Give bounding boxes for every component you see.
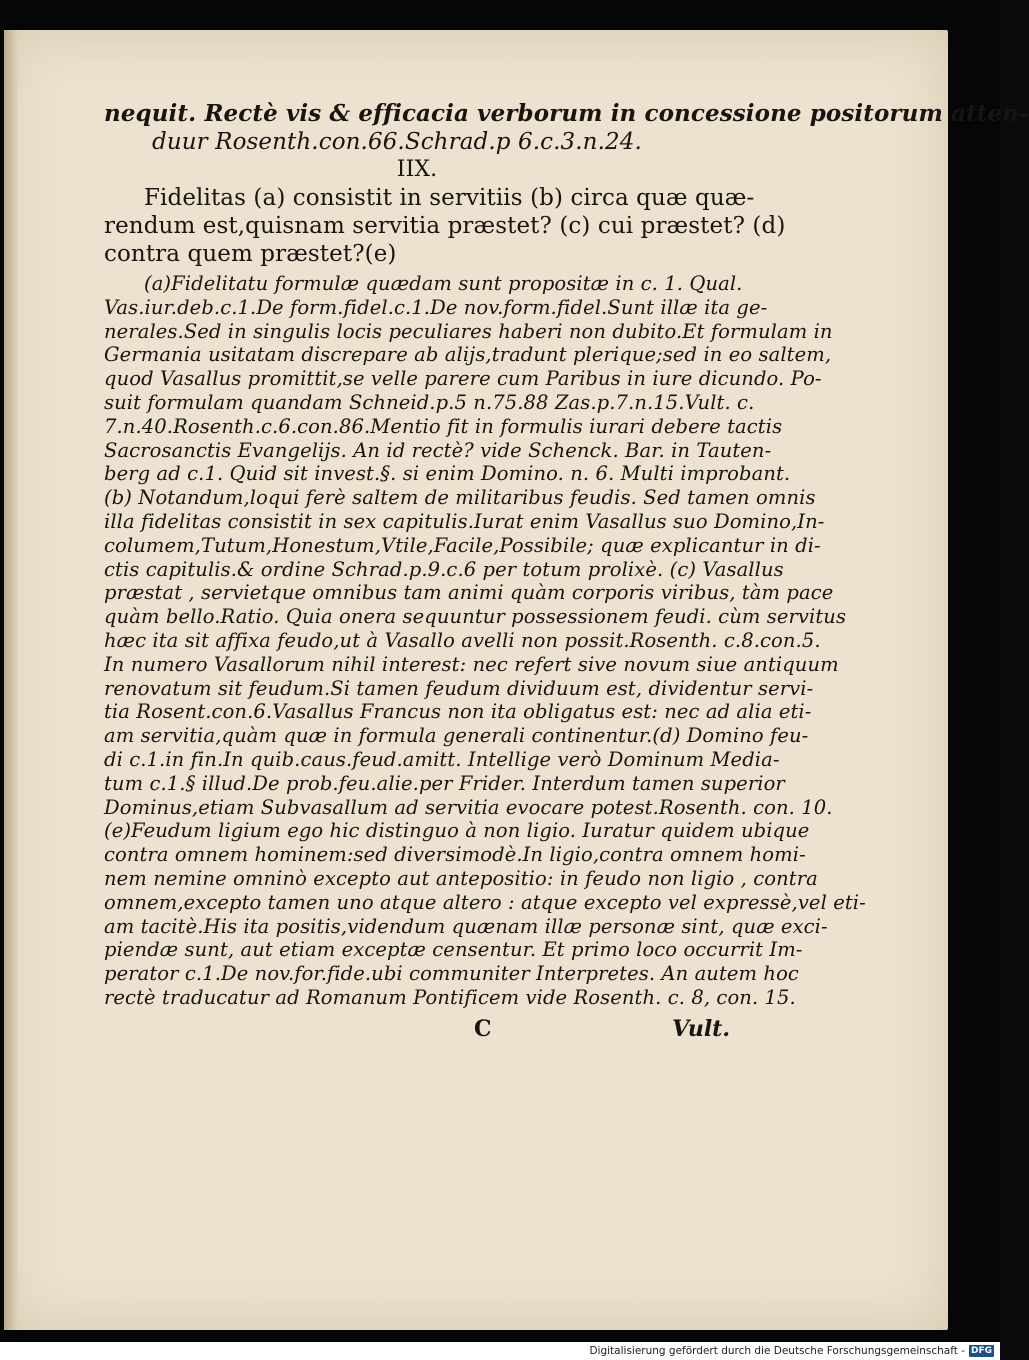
note-line: piendæ sunt, aut etiam exceptæ censentur. Et primo loco occurrit Im-	[104, 938, 803, 962]
note-line: berg ad c.1. Quid sit invest.§. si enim Domino. n. 6. Multi improbant.	[104, 462, 791, 486]
note-line: quod Vasallus promittit,se velle parere cum Paribus in iure dicundo. Po-	[104, 367, 822, 391]
note-line: Sacrosanctis Evangelijs. An id rectè? vide Schenck. Bar. in Tauten-	[104, 438, 772, 462]
note-line: (b) Notandum,loqui ferè saltem de militaribus feudis. Sed tamen omnis	[104, 486, 816, 510]
note-line: rectè traducatur ad Romanum Pontificem vide Rosenth. c. 8, con. 15.	[104, 985, 796, 1009]
page-foot	[104, 1014, 730, 1044]
note-line: illa fidelitas consistit in sex capitulis.Iurat enim Vasallus suo Domino,In-	[104, 509, 825, 533]
book-page	[4, 30, 1029, 1330]
note-line: ctis capitulis.& ordine Schrad.p.9.c.6 per totum prolixè. (c) Vasallus	[104, 557, 784, 581]
dfg-logo-icon: DFG	[970, 1346, 992, 1356]
digitization-footer	[0, 1342, 1000, 1360]
note-line: di c.1.in fin.In quib.caus.feud.amitt. Intellige verò Dominum Media-	[104, 747, 780, 771]
note-line: perator c.1.De nov.for.fide.ubi communiter Interpretes. An autem hoc	[104, 962, 799, 986]
note-line: 7.n.40.Rosenth.c.6.con.86.Mentio fit in formulis iurari debere tactis	[104, 414, 783, 438]
note-line: quàm bello.Ratio. Quia onera sequuntur possessionem feudi. cùm servitus	[104, 605, 847, 629]
note-line: am servitia,quàm quæ in formula generali continentur.(d) Domino feu-	[104, 724, 809, 748]
note-line: Vas.iur.deb.c.1.De form.fidel.c.1.De nov.form.fidel.Sunt illæ ita ge-	[104, 295, 768, 319]
page-spine-shadow	[4, 30, 18, 1330]
note-line: præstat , servietque omnibus tam animi quàm corporis viribus, tàm pace	[104, 581, 834, 605]
note-line: (e)Feudum ligium ego hic distinguo à non ligio. Iuratur quidem ubique	[104, 819, 810, 843]
note-line: omnem,excepto tamen uno atque altero : atque excepto vel expressè,vel eti-	[104, 890, 866, 914]
main-text-line-2: rendum est,quisnam servitia præstet? (c) cui præstet? (d)	[104, 213, 786, 239]
note-line: renovatum sit feudum.Si tamen feudum dividuum est, dividentur servi-	[104, 676, 814, 700]
note-line: Germania usitatam discrepare ab alijs,tradunt plerique;sed in eo saltem,	[104, 343, 832, 367]
footnotes	[104, 272, 866, 1010]
catchword: Vult.	[672, 1015, 730, 1042]
signature-mark: C	[474, 1015, 492, 1042]
continued-line-2: duur Rosenth.con.66.Schrad.p 6.c.3.n.24.	[152, 129, 642, 155]
main-text-line-3: contra quem præstet?(e)	[104, 241, 397, 267]
section-number: IIX.	[396, 157, 438, 182]
note-line: Dominus,etiam Subvasallum ad servitia evocare potest.Rosenth. con. 10.	[104, 795, 833, 819]
continued-line-1: nequit. Rectè vis & efficacia verborum in concessione positorum atten-	[104, 100, 1029, 127]
page-text	[104, 100, 1029, 1044]
note-line: contra omnem hominem:sed diversimodè.In ligio,contra omnem homi-	[104, 843, 806, 867]
footer-credit: Digitalisierung gefördert durch die Deutsche Forschungsgemeinschaft -	[589, 1345, 965, 1357]
note-line: In numero Vasallorum nihil interest: nec refert sive novum siue antiquum	[104, 652, 839, 676]
note-line: nerales.Sed in singulis locis peculiares haberi non dubito.Et formulam in	[104, 319, 833, 343]
note-line: tia Rosent.con.6.Vasallus Francus non ita obligatus est: nec ad alia eti-	[104, 700, 812, 724]
note-line: nem nemine omninò excepto aut antepositio: in feudo non ligio , contra	[104, 866, 818, 890]
note-line: (a)Fidelitatu formulæ quædam sunt propositæ in c. 1. Qual.	[144, 272, 743, 295]
note-line: suit formulam quandam Schneid.p.5 n.75.88 Zas.p.7.n.15.Vult. c.	[104, 390, 755, 414]
main-text-line-1: Fidelitas (a) consistit in servitiis (b) circa quæ quæ-	[144, 185, 755, 211]
note-line: hæc ita sit affixa feudo,ut à Vasallo avelli non possit.Rosenth. c.8.con.5.	[104, 628, 821, 652]
note-line: tum c.1.§ illud.De prob.feu.alie.per Frider. Interdum tamen superior	[104, 771, 785, 795]
note-line: am tacitè.His ita positis,videndum quænam illæ personæ sint, quæ exci-	[104, 914, 828, 938]
note-line: columem,Tutum,Honestum,Vtile,Facile,Possibile; quæ explicantur in di-	[104, 533, 821, 557]
